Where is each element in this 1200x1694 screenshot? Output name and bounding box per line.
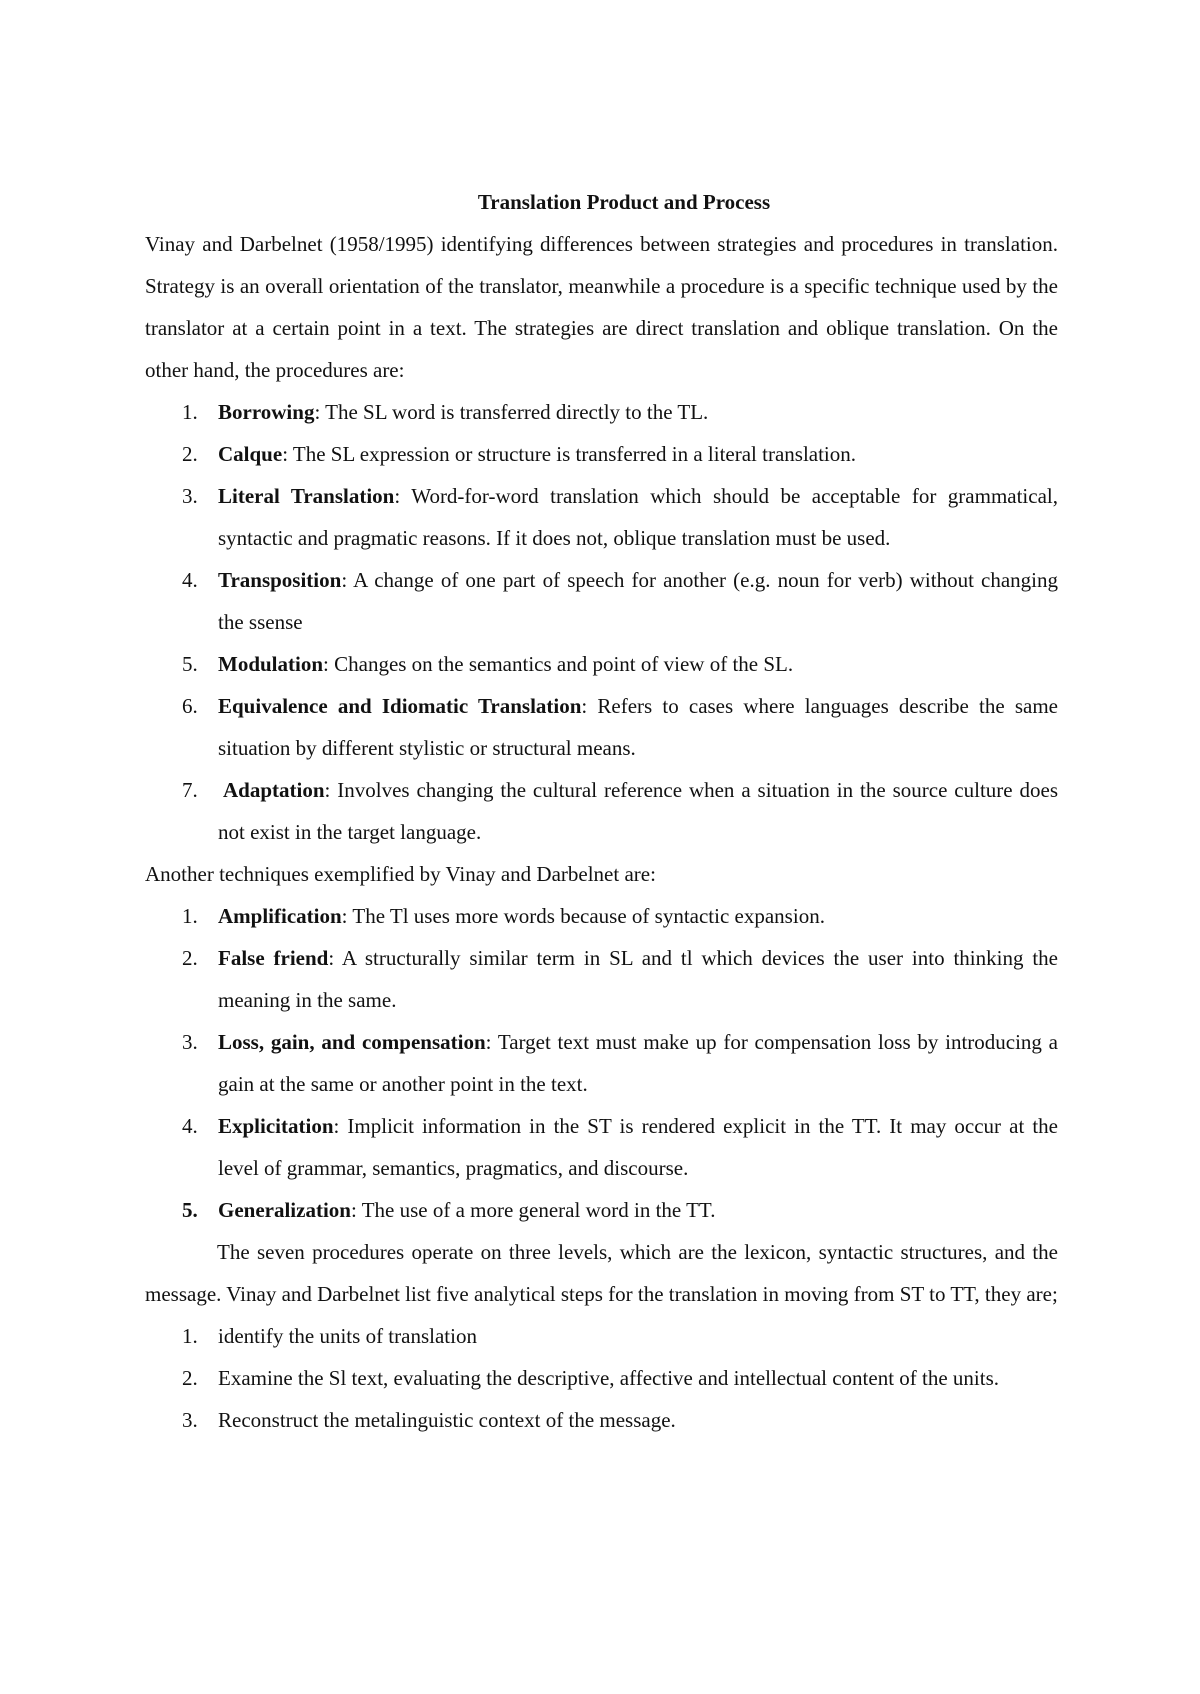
term-label: Loss, gain, and compensation bbox=[218, 1030, 486, 1054]
list-number: 3. bbox=[182, 1030, 198, 1054]
term-description: : The use of a more general word in the TT. bbox=[350, 1198, 716, 1222]
step-text: Examine the Sl text, evaluating the descriptive, affective and intellectual content of the units. bbox=[218, 1366, 1000, 1390]
list-item bbox=[145, 937, 1058, 1021]
steps-list bbox=[145, 1315, 1058, 1441]
list-number: 3. bbox=[182, 1408, 198, 1432]
term-description: : The SL word is transferred directly to the TL. bbox=[314, 400, 709, 424]
step-text: identify the units of translation bbox=[218, 1324, 477, 1348]
term-description: : The SL expression or structure is transferred in a literal translation. bbox=[282, 442, 857, 466]
procedures-list bbox=[145, 391, 1058, 853]
list-item bbox=[145, 1357, 1058, 1399]
term-label: Generalization bbox=[218, 1198, 351, 1222]
list-number: 4. bbox=[182, 1114, 198, 1138]
term-label: Modulation bbox=[218, 652, 324, 676]
term-label: Explicitation bbox=[218, 1114, 334, 1138]
list-item bbox=[145, 685, 1058, 769]
term-description: : Target text must make up for compensation loss by introducing a gain at the same or another point in the text. bbox=[218, 1030, 1058, 1096]
term-label: Calque bbox=[218, 442, 283, 466]
term-label: Borrowing bbox=[218, 400, 315, 424]
term-description: : A change of one part of speech for another (e.g. noun for verb) without changing the ssense bbox=[218, 568, 1058, 634]
term-description: : The Tl uses more words because of syntactic expansion. bbox=[341, 904, 825, 928]
term-description: : Refers to cases where languages describe the same situation by different stylistic or structural means. bbox=[218, 694, 1058, 760]
list-item bbox=[145, 1189, 1058, 1231]
document-title: Translation Product and Process bbox=[477, 190, 771, 214]
list-item bbox=[145, 1105, 1058, 1189]
techniques-intro: Another techniques exemplified by Vinay and Darbelnet are: bbox=[145, 862, 656, 886]
list-item bbox=[145, 769, 1058, 853]
list-number: 6. bbox=[182, 694, 198, 718]
term-label: Adaptation bbox=[223, 778, 325, 802]
intro-paragraph: Vinay and Darbelnet (1958/1995) identifying differences between strategies and procedures in translation. Strategy is an overall orientation of the translator, meanwhile a procedure is a specific technique used by the translator at a certain point in a text. The strategies are direct translation and oblique translation. On the other hand, the procedures are: bbox=[145, 232, 1058, 382]
term-label: Literal Translation bbox=[218, 484, 395, 508]
list-item bbox=[145, 475, 1058, 559]
list-item bbox=[145, 1315, 1058, 1357]
list-item bbox=[145, 559, 1058, 643]
list-number: 1. bbox=[182, 904, 198, 928]
list-number: 2. bbox=[182, 946, 198, 970]
list-item bbox=[145, 643, 1058, 685]
list-item bbox=[145, 1021, 1058, 1105]
term-description: : Changes on the semantics and point of view of the SL. bbox=[323, 652, 794, 676]
term-description: : A structurally similar term in SL and tl which devices the user into thinking the meaning in the same. bbox=[218, 946, 1058, 1012]
list-number: 3. bbox=[182, 484, 198, 508]
term-description: : Word-for-word translation which should be acceptable for grammatical, syntactic and pragmatic reasons. If it does not, oblique translation must be used. bbox=[218, 484, 1058, 550]
list-number: 7. bbox=[182, 778, 198, 802]
term-label: False friend bbox=[218, 946, 329, 970]
list-number: 1. bbox=[182, 400, 198, 424]
list-number: 4. bbox=[182, 568, 198, 592]
list-number: 1. bbox=[182, 1324, 198, 1348]
list-item bbox=[145, 433, 1058, 475]
list-number: 5. bbox=[182, 652, 198, 676]
closing-paragraph: The seven procedures operate on three levels, which are the lexicon, syntactic structures, and the message. Vinay and Darbelnet list five analytical steps for the translation in moving from ST to TT, they are; bbox=[145, 1240, 1058, 1306]
term-label: Amplification bbox=[218, 904, 342, 928]
list-item bbox=[145, 1399, 1058, 1441]
list-number: 5. bbox=[182, 1198, 198, 1222]
term-label: Transposition bbox=[218, 568, 342, 592]
term-description: : Involves changing the cultural reference when a situation in the source culture does not exist in the target language. bbox=[218, 778, 1058, 844]
techniques-list bbox=[145, 895, 1058, 1231]
term-label: Equivalence and Idiomatic Translation bbox=[218, 694, 582, 718]
list-number: 2. bbox=[182, 1366, 198, 1390]
document-body bbox=[145, 181, 1058, 1441]
list-number: 2. bbox=[182, 442, 198, 466]
step-text: Reconstruct the metalinguistic context of the message. bbox=[218, 1408, 676, 1432]
list-item bbox=[145, 895, 1058, 937]
list-item bbox=[145, 391, 1058, 433]
term-description: : Implicit information in the ST is rendered explicit in the TT. It may occur at the level of grammar, semantics, pragmatics, and discourse. bbox=[218, 1114, 1058, 1180]
